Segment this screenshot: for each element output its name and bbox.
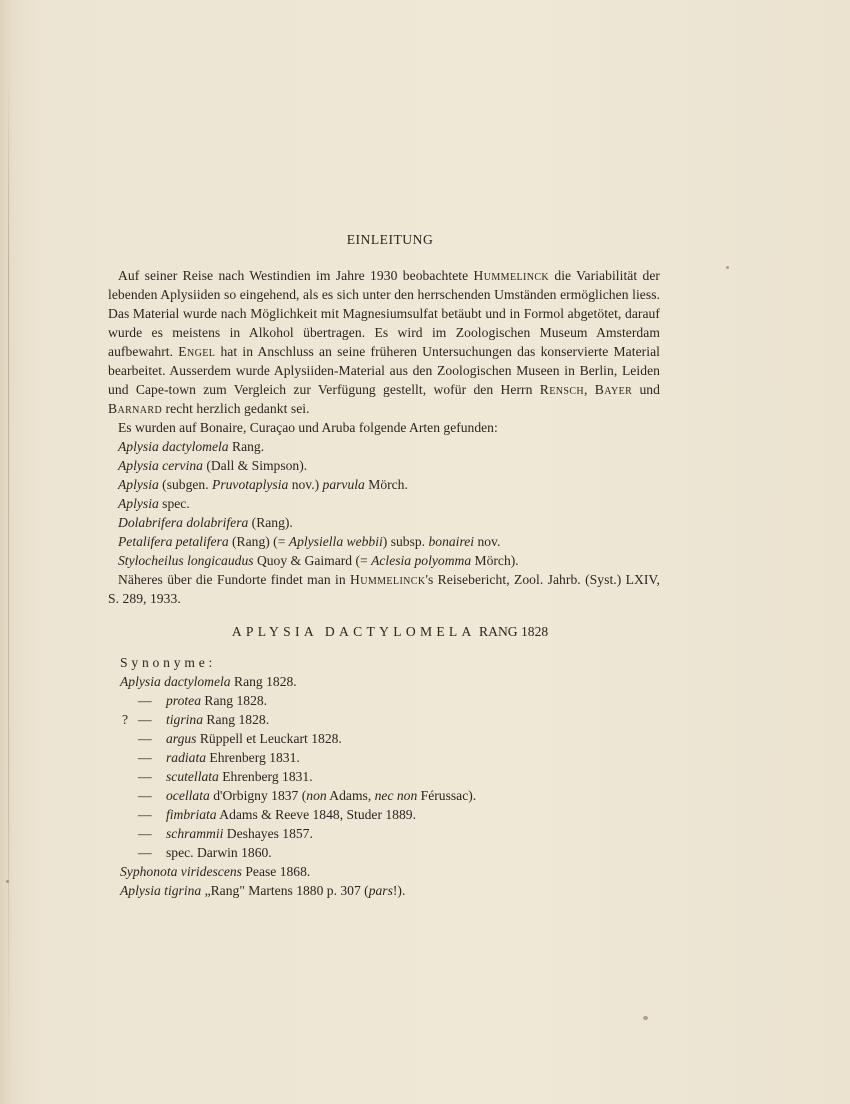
section-title (108, 622, 660, 641)
species-name: Aplysia cervina (118, 458, 203, 473)
synonym-qualifier: nec non (374, 788, 418, 803)
synonym-author: Pease 1868. (241, 864, 311, 879)
intro-text-4: recht herzlich gedankt sei. (162, 401, 310, 416)
dash-mark: — (138, 826, 152, 841)
page-heading: EINLEITUNG (346, 232, 434, 247)
dash-mark: — (138, 845, 152, 860)
species-name: Petalifera petalifera (118, 534, 229, 549)
closing-text-2: 's Reisebericht, Zool. Jahrb. (Syst.) LXIV, S. 289, 1933. (108, 572, 660, 606)
synonym-author: „Rang" Martens 1880 p. 307 ( (201, 883, 369, 898)
synonym-author: Rang 1828. (230, 674, 297, 689)
synonym-extra (108, 881, 660, 900)
question-mark: ? (122, 712, 129, 727)
species-author: Mörch. (364, 477, 408, 492)
synonym-author: Deshayes 1857. (223, 826, 313, 841)
synonym-name: argus (166, 731, 197, 746)
synonym-name: radiata (166, 750, 207, 765)
synonym-item (108, 805, 660, 824)
paper-speck (6, 880, 9, 883)
author-name: Rensch (539, 382, 585, 397)
synonym-name: Aplysia tigrina (120, 883, 202, 898)
synonym-author: Rang 1828. (203, 712, 270, 727)
synonym-author: Ehrenberg 1831. (206, 750, 300, 765)
species-item (108, 532, 660, 551)
synonym-qualifier: pars (368, 883, 393, 898)
synonym-author: spec. Darwin 1860. (166, 845, 272, 860)
page-content (108, 230, 660, 900)
found-intro: Es wurden auf Bonaire, Curaçao und Aruba folgende Arten gefunden: (118, 420, 498, 435)
synonym-author: !). (392, 883, 406, 898)
author-name: Hummelinck (473, 268, 550, 283)
dash-mark: — (138, 769, 152, 784)
synonym-author: Rang 1828. (201, 693, 268, 708)
dash-mark: — (138, 693, 152, 708)
synonym-name: ocellata (166, 788, 210, 803)
intro-paragraph (108, 266, 660, 418)
synonym-item (108, 767, 660, 786)
dash-mark: — (138, 712, 152, 727)
species-item (108, 494, 660, 513)
section-title-species: APLYSIA DACTYLOMELA (231, 624, 476, 639)
author-name: Engel (178, 344, 216, 359)
species-list (108, 437, 660, 570)
synonym-item (108, 786, 660, 805)
species-text: Quoy & Gaimard (= (253, 553, 372, 568)
synonym-item (108, 691, 660, 710)
synonym-name: tigrina (166, 712, 204, 727)
species-text: (Rang) (= (228, 534, 289, 549)
section-title-author: RANG 1828 (475, 624, 549, 639)
species-name: Aplysia (118, 477, 159, 492)
species-text: Mörch). (471, 553, 519, 568)
dash-mark: — (138, 750, 152, 765)
synonym-author: Rüppell et Leuckart 1828. (196, 731, 342, 746)
species-name: Aplysia dactylomela (118, 439, 229, 454)
species-name: Pruvotaplysia (212, 477, 289, 492)
intro-text-3: hat in Anschluss an seine früheren Untersuchungen das konservierte Material bearbeitet. Ausserdem wurde Aplysiiden-Material aus den Zoologischen Museen in Berlin, Leiden und Cape-town zum Vergleich zur Verfügung gestellt, wofür den Herrn (108, 344, 660, 397)
species-text: ) subsp. (382, 534, 429, 549)
synonym-item (108, 748, 660, 767)
species-item (108, 437, 660, 456)
synonym-name: scutellata (166, 769, 219, 784)
species-item (108, 551, 660, 570)
species-name: Aclesia polyomma (371, 553, 472, 568)
synonym-item (108, 824, 660, 843)
paper-speck (726, 266, 729, 269)
synonym-author: Ehrenberg 1831. (218, 769, 313, 784)
synonym-extra (108, 862, 660, 881)
synonym-name: fimbriata (166, 807, 217, 822)
synonym-name: schrammii (166, 826, 224, 841)
species-item (108, 456, 660, 475)
synonym-author: Adams, (326, 788, 375, 803)
page-edge-shadow (8, 70, 9, 1070)
dash-mark: — (138, 807, 152, 822)
intro-text-2: die Variabilität der lebenden Aplysiiden so eingehend, als es sich unter den herrschenden Umständen ermöglichen liess. Das Material wurde nach Möglichkeit mit Magnesiumsulfat betäubt und in Formol abgetötet, darauf wurde es meistens in Alkohol übertragen. Es wird im Zoologischen Museum Amsterdam aufbewahrt. (108, 268, 661, 359)
species-text: (subgen. (158, 477, 213, 492)
separator: , (584, 382, 595, 397)
synonym-main (108, 672, 660, 691)
species-author: (Dall & Simpson). (202, 458, 308, 473)
synonym-item (108, 843, 660, 862)
intro-text-1: Auf seiner Reise nach Westindien im Jahre 1930 beobachtete (118, 268, 474, 283)
species-text: nov.) (288, 477, 323, 492)
species-name: Stylocheilus longicaudus (118, 553, 254, 568)
dash-mark: — (138, 731, 152, 746)
synonym-author: d'Orbigny 1837 ( (209, 788, 307, 803)
conjunction: und (632, 382, 660, 397)
synonym-name: Syphonota viridescens (120, 864, 242, 879)
species-author: nov. (474, 534, 501, 549)
species-author: spec. (158, 496, 190, 511)
species-name: parvula (322, 477, 365, 492)
synonyme-label: Synonyme: (120, 655, 217, 670)
synonym-list (108, 691, 660, 862)
author-name: Hummelinck (350, 572, 426, 587)
species-item (108, 513, 660, 532)
closing-paragraph (108, 570, 660, 608)
synonym-item (108, 729, 660, 748)
species-author: (Rang). (248, 515, 293, 530)
species-name: Aplysia (118, 496, 159, 511)
author-name: Bayer (594, 382, 633, 397)
species-item (108, 475, 660, 494)
species-author: Rang. (228, 439, 265, 454)
paper-speck (643, 1016, 648, 1020)
species-name: Dolabrifera dolabrifera (118, 515, 249, 530)
synonym-item (108, 710, 660, 729)
synonym-name: protea (166, 693, 201, 708)
species-name: bonairei (428, 534, 475, 549)
synonym-name: Aplysia dactylomela (120, 674, 231, 689)
synonym-qualifier: non (306, 788, 327, 803)
synonym-author: Adams & Reeve 1848, Studer 1889. (216, 807, 416, 822)
synonym-author: Férussac). (417, 788, 477, 803)
dash-mark: — (138, 788, 152, 803)
species-name: Aplysiella webbii (288, 534, 383, 549)
author-name: Barnard (108, 401, 163, 416)
closing-text-1: Näheres über die Fundorte findet man in (118, 572, 350, 587)
